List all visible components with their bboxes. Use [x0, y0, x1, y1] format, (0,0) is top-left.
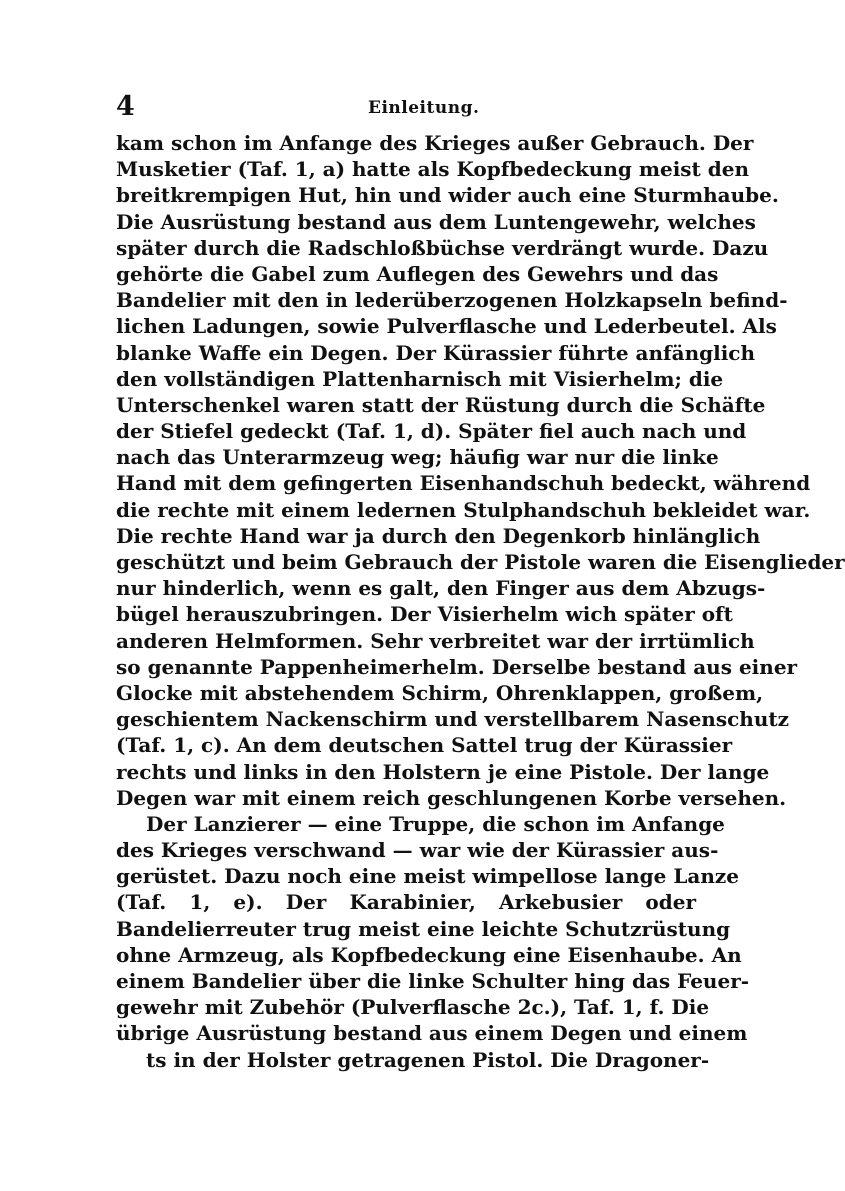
text-line: Degen war mit einem reich geschlungenen Korbe versehen. — [116, 785, 787, 810]
text-line: der Stiefel gedeckt (Taf. 1, d). Später fiel auch nach und — [116, 419, 747, 444]
text-line: bügel herauszubringen. Der Visierhelm wich später oft — [116, 602, 733, 627]
text-line: blanke Waffe ein Degen. Der Kürassier führte anfänglich — [116, 340, 756, 365]
text-line: (Taf. 1, c). An dem deutschen Sattel trug der Kürassier — [116, 733, 733, 758]
text-line: des Krieges verschwand — war wie der Kürassier aus- — [116, 838, 719, 863]
running-head: Einleitung. — [368, 98, 480, 118]
text-line: Die rechte Hand war ja durch den Degenkorb hinlänglich — [116, 523, 761, 548]
text-line: ohne Armzeug, als Kopfbedeckung eine Eisenhaube. An — [116, 942, 742, 967]
text-line: die rechte mit einem ledernen Stulphandschuh bekleidet war. — [116, 497, 811, 522]
text-line: geschientem Nackenschirm und verstellbarem Nasenschutz — [116, 707, 789, 732]
page-number: 4 — [116, 91, 135, 122]
text-line: den vollständigen Plattenharnisch mit Visierhelm; die — [116, 366, 724, 391]
text-line: nur hinderlich, wenn es galt, den Finger aus dem Abzugs- — [116, 576, 766, 601]
text-line: (Taf. 1, e). Der Karabinier, Arkebusier oder — [116, 890, 696, 915]
text-line: gerüstet. Dazu noch eine meist wimpellose lange Lanze — [116, 864, 739, 889]
body-text — [116, 130, 845, 1073]
text-line: gehörte die Gabel zum Auflegen des Gewehrs und das — [116, 261, 719, 286]
text-line: übrige Ausrüstung bestand aus einem Degen und einem — [116, 1021, 748, 1046]
text-line: Hand mit dem gefingerten Eisenhandschuh bedeckt, während — [116, 471, 811, 496]
text-line: später durch die Radschloßbüchse verdrängt wurde. Dazu — [116, 235, 769, 260]
text-line: ts in der Holster getragenen Pistol. Die Dragoner- — [146, 1047, 710, 1072]
text-line: breitkrempigen Hut, hin und wider auch eine Sturmhaube. — [116, 183, 779, 208]
text-line: Bandelier mit den in lederüberzogenen Holzkapseln befind- — [116, 288, 788, 313]
text-line: nach das Unterarmzeug weg; häufig war nur die linke — [116, 445, 719, 470]
text-line: so genannte Pappenheimerhelm. Derselbe bestand aus einer — [116, 654, 798, 679]
text-line: Die Ausrüstung bestand aus dem Luntengewehr, welches — [116, 209, 756, 234]
text-line: Bandelierreuter trug meist eine leichte Schutzrüstung — [116, 916, 731, 941]
text-line: kam schon im Anfange des Krieges außer Gebrauch. Der — [116, 131, 754, 155]
text-line: Unterschenkel waren statt der Rüstung durch die Schäfte — [116, 392, 766, 417]
text-line: lichen Ladungen, sowie Pulverflasche und Lederbeutel. Als — [116, 314, 777, 339]
text-line: Musketier (Taf. 1, a) hatte als Kopfbedeckung meist den — [116, 157, 750, 182]
text-line: gewehr mit Zubehör (Pulverflasche 2c.), Taf. 1, f. Die — [116, 995, 710, 1020]
text-line: einem Bandelier über die linke Schulter hing das Feuer- — [116, 969, 750, 993]
text-line: rechts und links in den Holstern je eine Pistole. Der lange — [116, 759, 770, 784]
text-line: Glocke mit abstehendem Schirm, Ohrenklappen, großem, — [116, 680, 764, 705]
text-line: Der Lanzierer — eine Truppe, die schon im Anfange — [146, 811, 725, 836]
text-line: anderen Helmformen. Sehr verbreitet war der irrtümlich — [116, 628, 755, 653]
text-line: geschützt und beim Gebrauch der Pistole waren die Eisenglieder — [116, 550, 845, 574]
